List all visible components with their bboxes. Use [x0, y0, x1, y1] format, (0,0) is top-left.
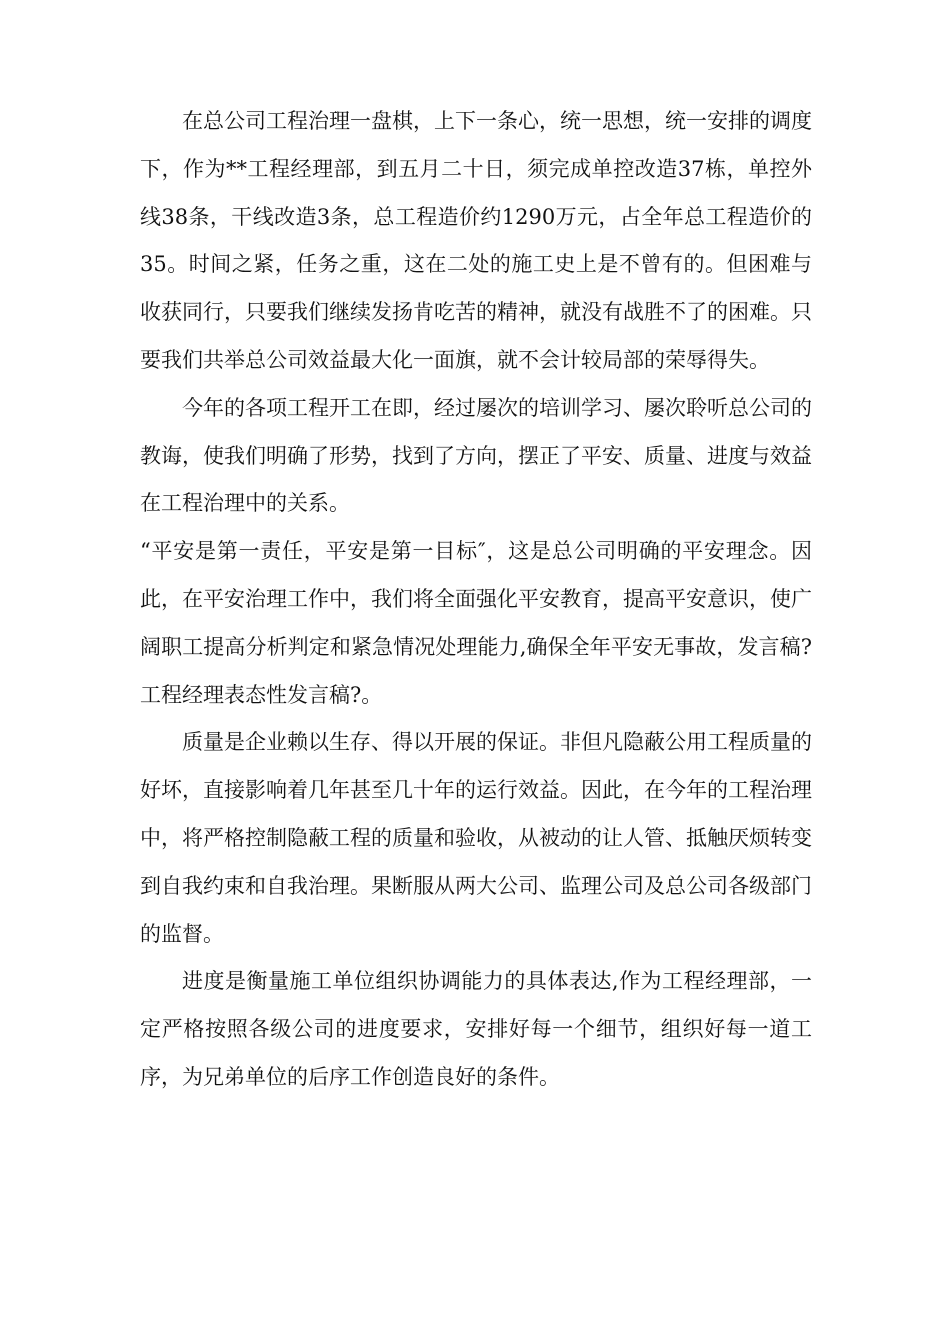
paragraph-training: 今年的各项工程开工在即，经过屡次的培训学习、屡次聆听总公司的教诲，使我们明确了形势，找到了方向，摆正了平安、质量、进度与效益在工程治理中的关系。 — [140, 395, 812, 516]
paragraph-progress: 进度是衡量施工单位组织协调能力的具体表达,作为工程经理部，一定严格按照各级公司的进度要求，安排好每一个细节，组织好每一道工序，为兄弟单位的后序工作创造良好的条件。 — [140, 969, 812, 1089]
document-body — [140, 98, 812, 1102]
paragraph-quality: 质量是企业赖以生存、得以开展的保证。非但凡隐蔽公用工程质量的好坏，直接影响着几年甚至几十年的运行效益。因此，在今年的工程治理中，将严格控制隐蔽工程的质量和验收，从被动的让人管、抵触厌烦转变到自我约束和自我治理。果断服从两大公司、监理公司及总公司各级部门的监督。 — [140, 730, 812, 946]
paragraph-project-goals: 在总公司工程治理一盘棋，上下一条心，统一思想，统一安排的调度下，作为**工程经理部，到五月二十日，须完成单控改造37栋，单控外线38条，干线改造3条，总工程造价约1290万元，占全年总工程造价的35。时间之紧，任务之重，这在二处的施工史上是不曾有的。但困难与收获同行，只要我们继续发扬肯吃苦的精神，就没有战胜不了的困难。只要我们共举总公司效益最大化一面旗，就不会计较局部的荣辱得失。 — [140, 109, 812, 372]
paragraph-safety: “平安是第一责任，平安是第一目标″，这是总公司明确的平安理念。因此，在平安治理工作中，我们将全面强化平安教育，提高平安意识，使广阔职工提高分析判定和紧急情况处理能力,确保全年平安无事故，发言稿?工程经理表态性发言稿?。 — [140, 539, 812, 707]
